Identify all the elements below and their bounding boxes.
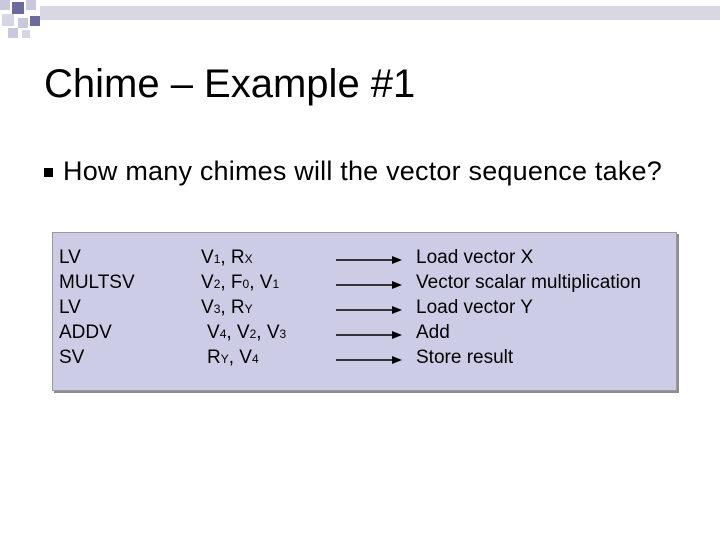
- description-text: Load vector X: [416, 247, 534, 268]
- opcode-text: LV: [59, 297, 81, 318]
- operand-subscript: Y: [220, 352, 229, 366]
- operand-subscript: 2: [249, 327, 257, 341]
- header-bar: [40, 6, 720, 20]
- operand-part: , V: [228, 347, 252, 368]
- operand-column: [201, 245, 286, 370]
- operand-subscript: 3: [279, 327, 287, 341]
- bullet-text: How many chimes will the vector sequence take?: [63, 155, 662, 186]
- operand-subscript: X: [244, 252, 253, 266]
- operand-part: , F: [220, 272, 243, 293]
- operand-part: V: [201, 297, 214, 318]
- deco-square: [22, 30, 30, 38]
- opcode-text: MULTSV: [59, 272, 135, 293]
- code-box: [52, 232, 677, 391]
- deco-square: [0, 0, 10, 10]
- opcode-text: LV: [59, 247, 81, 268]
- description-column: [416, 245, 641, 370]
- opcode-text: SV: [59, 347, 85, 368]
- operand-subscript: Y: [244, 302, 253, 316]
- right-arrow-icon: [336, 280, 402, 290]
- operand-subscript: 4: [251, 352, 259, 366]
- operand-text: [201, 345, 286, 370]
- opcode-column: [59, 245, 135, 370]
- operand-subscript: 2: [213, 277, 221, 291]
- deco-square: [2, 14, 14, 26]
- right-arrow-icon: [336, 305, 402, 315]
- operand-part: , V: [256, 322, 280, 343]
- operand-part: V: [201, 247, 214, 268]
- bullet-item: [44, 154, 662, 188]
- operand-part: V: [207, 322, 220, 343]
- description-text: Add: [416, 322, 450, 343]
- operand-part: V: [201, 272, 214, 293]
- deco-square: [18, 18, 28, 28]
- deco-square: [30, 16, 40, 26]
- description-text: Store result: [416, 347, 514, 368]
- deco-square: [26, 0, 36, 10]
- operand-text: [201, 270, 286, 295]
- operand-text: [201, 320, 286, 345]
- opcode-text: ADDV: [59, 322, 112, 343]
- operand-part: , R: [220, 297, 245, 318]
- description-text: Vector scalar multiplication: [416, 272, 641, 293]
- operand-part: R: [207, 347, 221, 368]
- deco-square: [12, 2, 24, 14]
- operand-subscript: 4: [219, 327, 227, 341]
- operand-part: , V: [249, 272, 273, 293]
- operand-text: [201, 295, 286, 320]
- operand-part: , V: [226, 322, 250, 343]
- right-arrow-icon: [336, 330, 402, 340]
- right-arrow-icon: [336, 355, 402, 365]
- header-decoration: [0, 0, 720, 42]
- description-text: Load vector Y: [416, 297, 533, 318]
- right-arrow-icon: [336, 255, 402, 265]
- square-bullet-icon: [44, 168, 53, 177]
- deco-square: [8, 28, 18, 38]
- operand-text: [201, 245, 286, 270]
- operand-subscript: 3: [213, 302, 221, 316]
- page-title: Chime – Example #1: [44, 62, 416, 106]
- operand-subscript: 0: [242, 277, 250, 291]
- operand-subscript: 1: [213, 252, 221, 266]
- operand-part: , R: [220, 247, 245, 268]
- operand-subscript: 1: [272, 277, 280, 291]
